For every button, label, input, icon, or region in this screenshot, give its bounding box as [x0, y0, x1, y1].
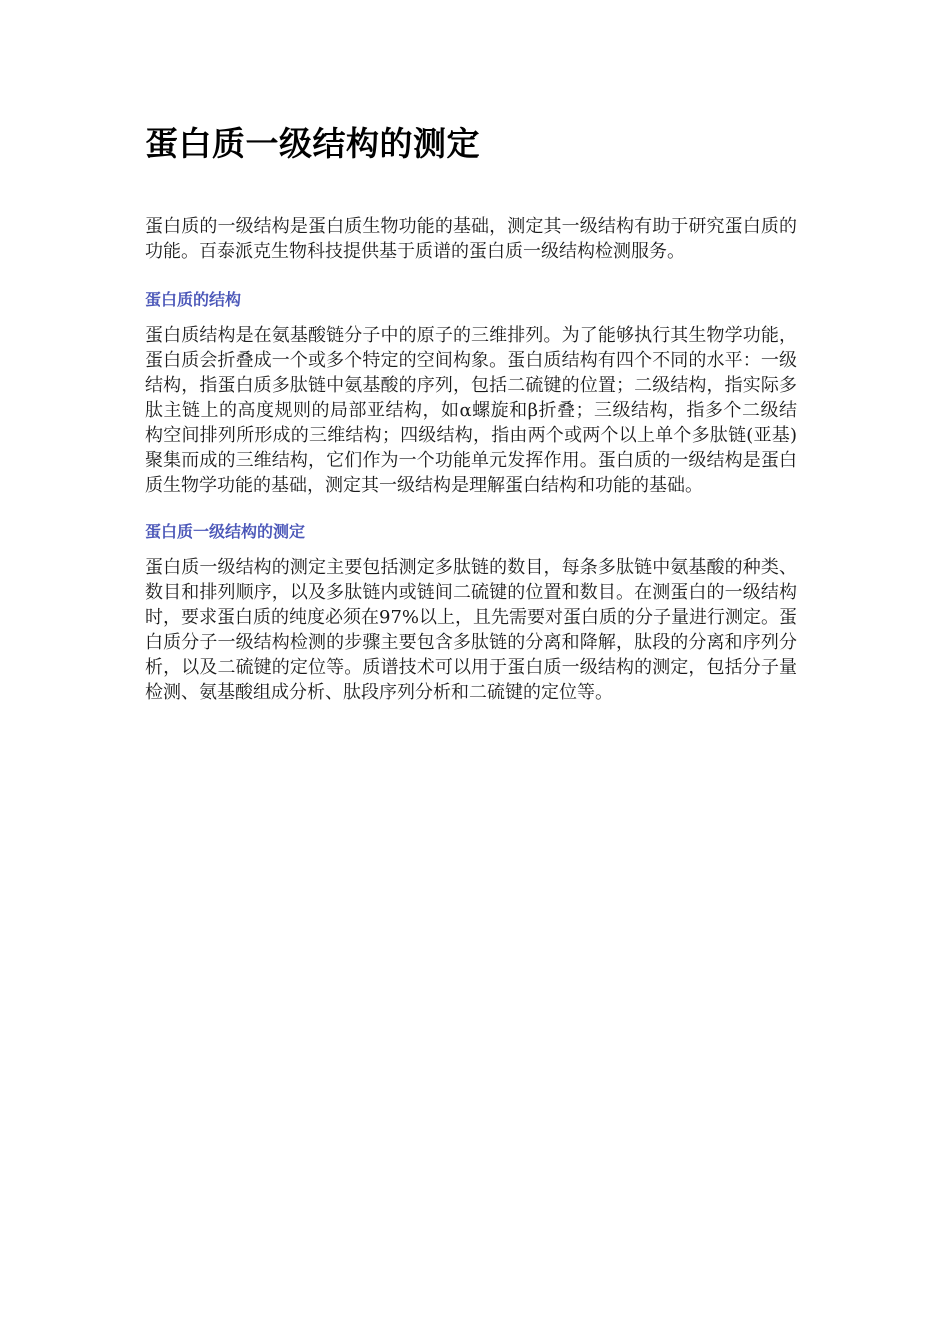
- section-heading-protein-structure: 蛋白质的结构: [145, 290, 242, 309]
- document-page: [145, 118, 797, 705]
- section-heading-primary-structure-determination: 蛋白质一级结构的测定: [145, 522, 306, 541]
- document-title: 蛋白质一级结构的测定: [145, 124, 480, 163]
- section-body-protein-structure: 蛋白质结构是在氨基酸链分子中的原子的三维排列。为了能够执行其生物学功能，蛋白质会折叠成一个或多个特定的空间构象。蛋白质结构有四个不同的水平：一级结构，指蛋白质多肽链中氨基酸的序列，包括二硫键的位置；二级结构，指实际多肽主链上的高度规则的局部亚结构，如α螺旋和β折叠；三级结构，指多个二级结构空间排列所形成的三维结构；四级结构，指由两个或两个以上单个多肽链(亚基)聚集而成的三维结构，它们作为一个功能单元发挥作用。蛋白质的一级结构是蛋白质生物学功能的基础，测定其一级结构是理解蛋白结构和功能的基础。: [145, 325, 797, 496]
- section-body-primary-structure-determination: 蛋白质一级结构的测定主要包括测定多肽链的数目，每条多肽链中氨基酸的种类、数目和排列顺序，以及多肽链内或链间二硫键的位置和数目。在测蛋白的一级结构时，要求蛋白质的纯度必须在97%以上，且先需要对蛋白质的分子量进行测定。蛋白质分子一级结构检测的步骤主要包含多肽链的分离和降解，肽段的分离和序列分析，以及二硫键的定位等。质谱技术可以用于蛋白质一级结构的测定，包括分子量检测、氨基酸组成分析、肽段序列分析和二硫键的定位等。: [145, 557, 798, 703]
- intro-paragraph: 蛋白质的一级结构是蛋白质生物功能的基础，测定其一级结构有助于研究蛋白质的功能。百泰派克生物科技提供基于质谱的蛋白质一级结构检测服务。: [145, 216, 797, 262]
